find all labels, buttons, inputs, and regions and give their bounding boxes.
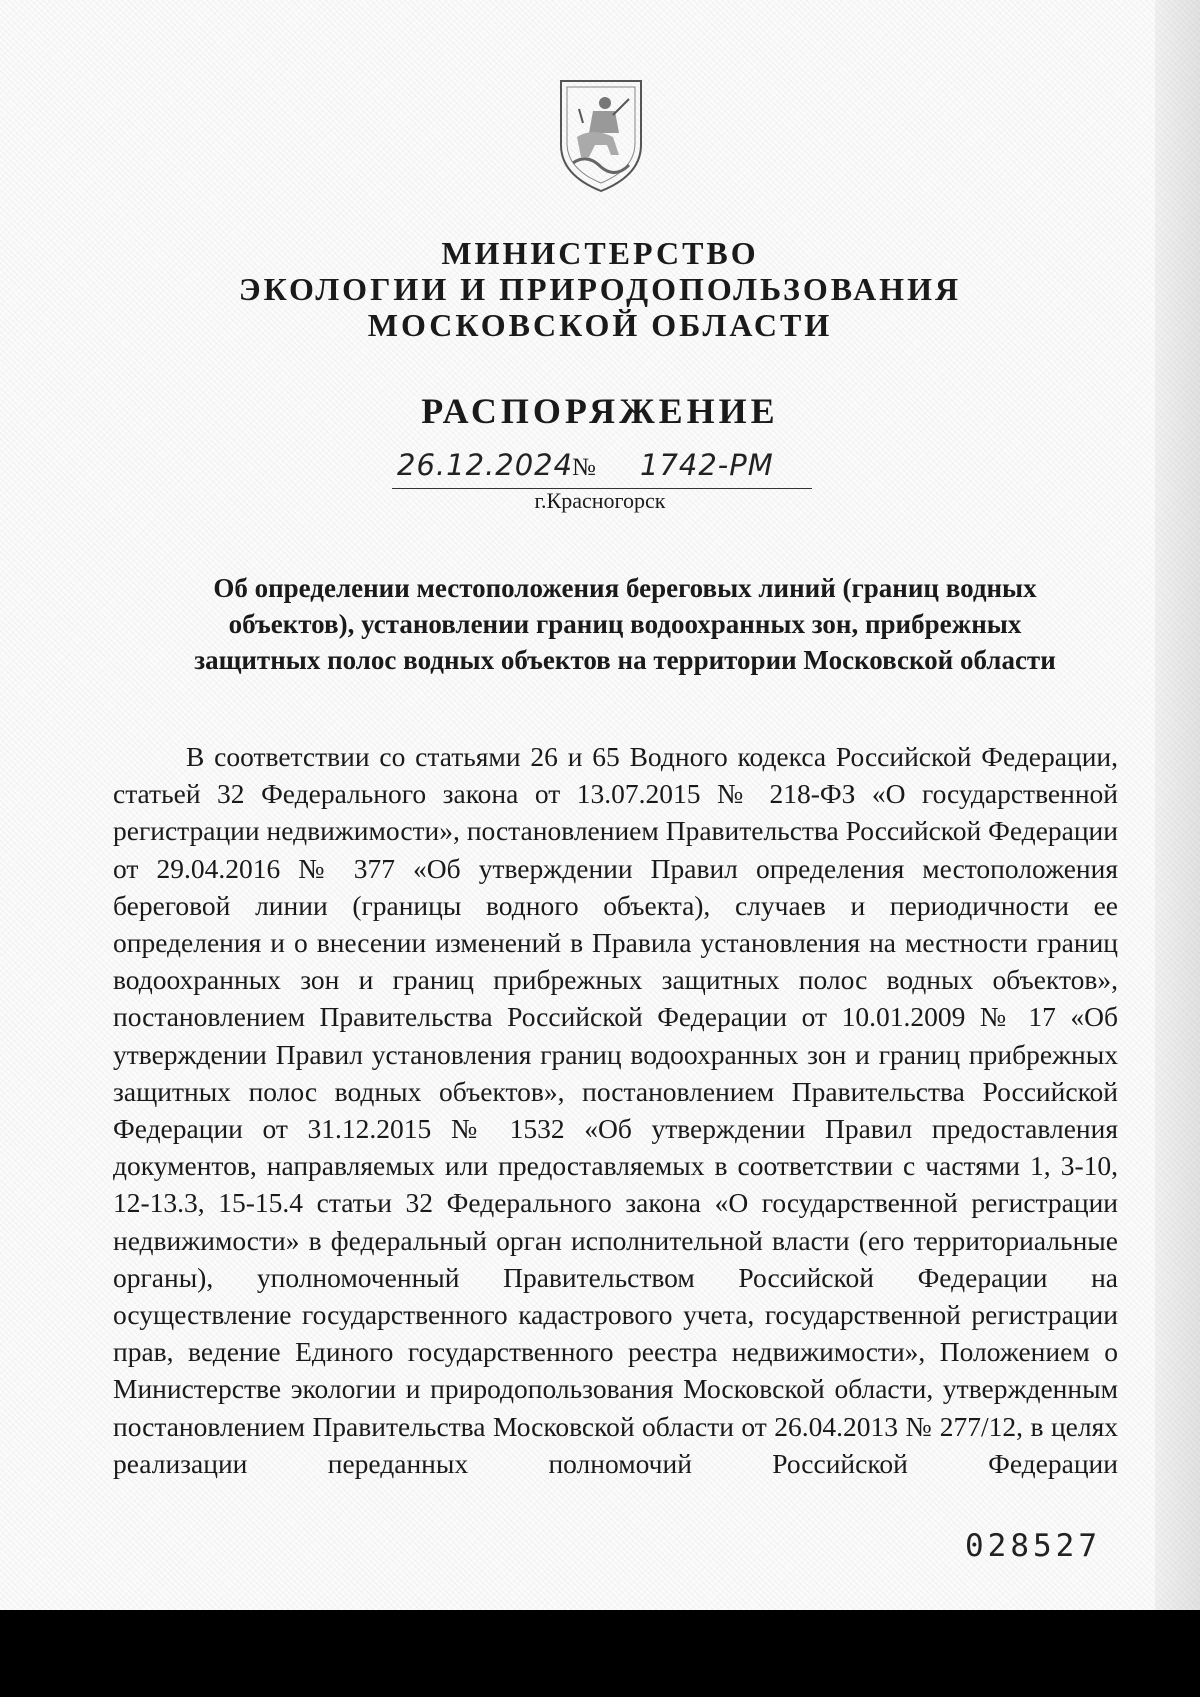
order-number: 1742-РМ [640,448,774,482]
coat-of-arms-icon [553,75,649,195]
order-date: 26.12.2024 [397,448,574,482]
subject-line-1: Об определении местоположения береговых линий (границ водных [213,573,1037,603]
subject-line-3: защитных полос водных объектов на территории Московской области [194,645,1056,675]
ministry-line-1: МИНИСТЕРСТВО [441,235,759,271]
ministry-line-3: МОСКОВСКОЙ ОБЛАСТИ [367,307,833,343]
body-paragraph: В соответствии со статьями 26 и 65 Водного кодекса Российской Федерации, статьей 32 Федерального закона от 13.07.2015 № 218-ФЗ «О государственной регистрации недвижимости», постановлением Правительства Российской Федерации от 29.04.2016 № 377 «Об утверждении Правил определения местоположения береговой линии (границы водного объекта), случаев и периодичности ее определения и о внесении изменений в Правила установления на местности границ водоохранных зон и границ прибрежных защитных полос водных объектов», постановлением Правительства Российской Федерации от 10.01.2009 № 17 «Об утверждении Правил установления границ водоохранных зон и границ прибрежных защитных полос водных объектов», постановлением Правительства Российской Федерации от 31.12.2015 № 1532 «Об утверждении Правил предоставления документов, направляемых или предоставляемых в соответствии с частями 1, 3-10, 12-13.3, 15-15.4 статьи 32 Федерального закона «О государственной регистрации недвижимости» в федеральный орган исполнительной власти (его территориальные органы), уполномоченный Правительством Российской Федерации на осуществление государственного кадастрового учета, государственной регистрации прав, ведение Единого государственного реестра недвижимости», Положением о Министерстве экологии и природопользования Московской области, утвержденным постановлением Правительства Московской области от 26.04.2013 № 277/12, в целях реализации переданных полномочий Российской Федерации [113,741,1118,1479]
order-subject [150,570,1100,678]
city-name: г.Красногорск [534,488,666,513]
date-number-line [392,448,812,489]
number-sign: № [572,454,596,481]
serial-number: 028527 [965,1528,1101,1564]
scan-bottom-border [0,1610,1200,1697]
subject-line-2: объектов), установлении границ водоохранных зон, прибрежных [228,609,1022,639]
document-type-title: РАСПОРЯЖЕНИЕ [421,391,779,431]
ministry-name [0,235,1200,343]
ministry-line-2: ЭКОЛОГИИ И ПРИРОДОПОЛЬЗОВАНИЯ [238,271,962,307]
